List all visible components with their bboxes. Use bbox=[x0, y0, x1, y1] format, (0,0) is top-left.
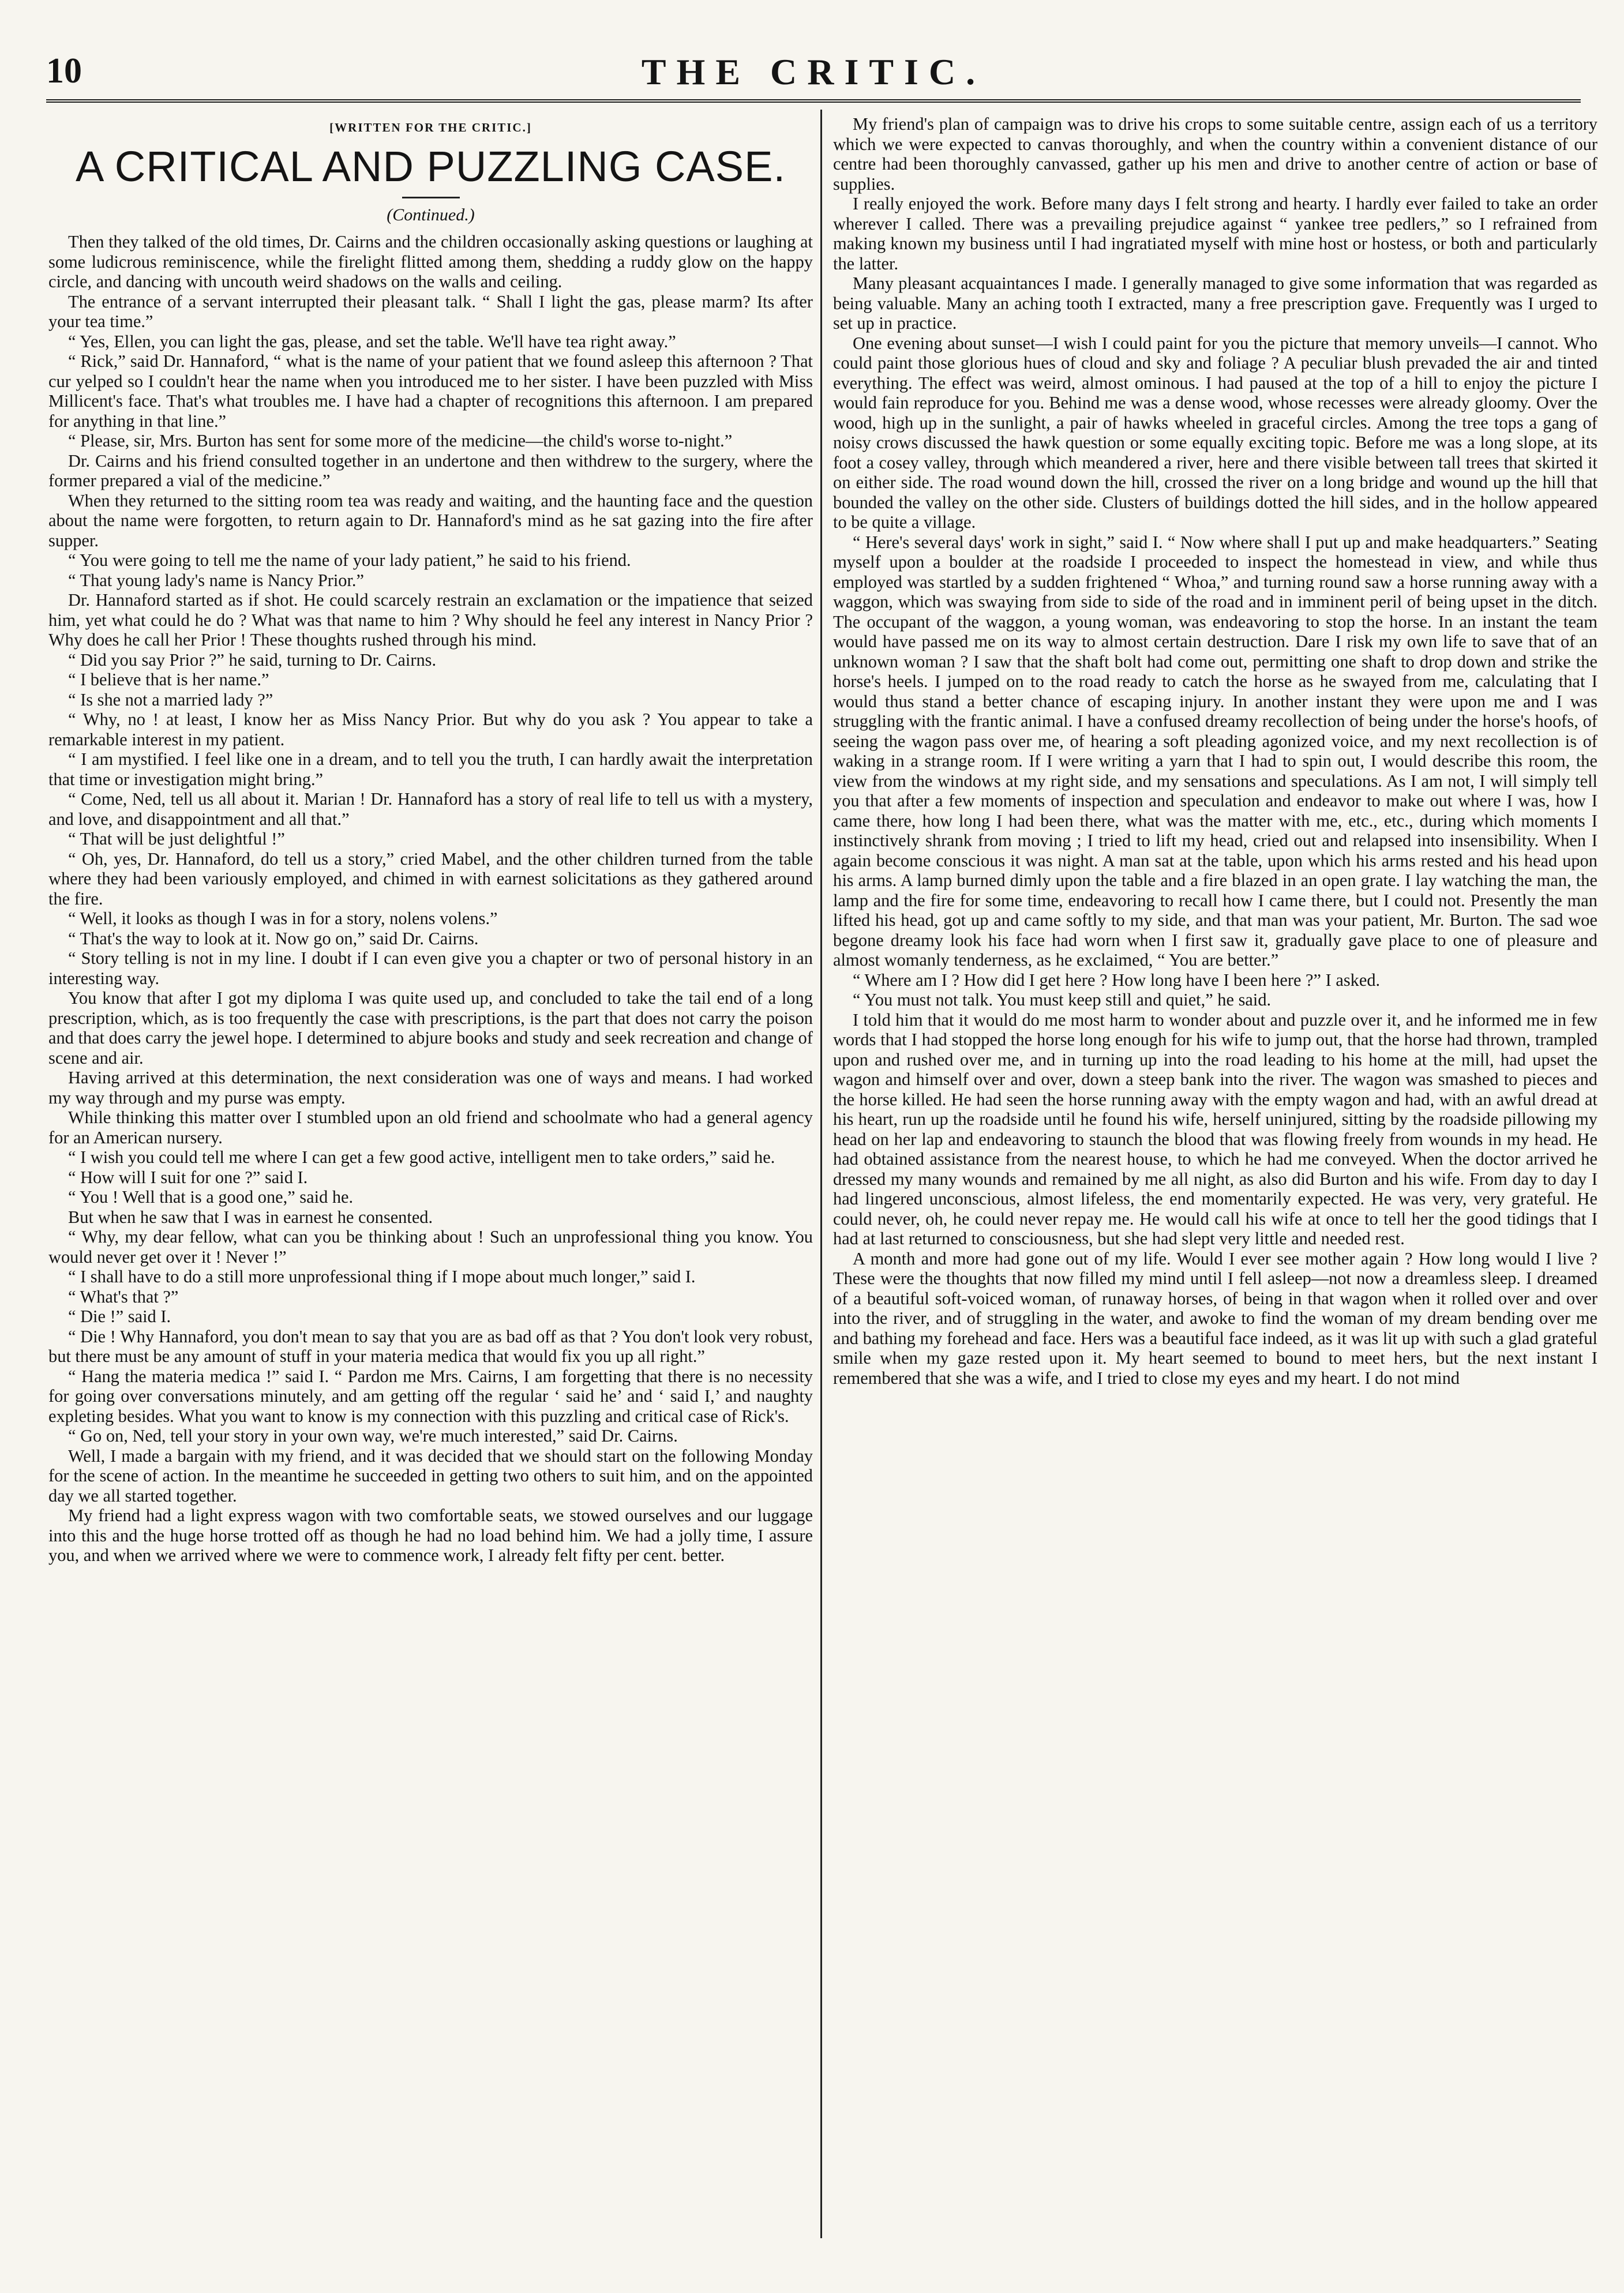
body-paragraph: “ I am mystified. I feel like one in a dream, and to tell you the truth, I can hardly await the interpretation that time or investigation might bring.” bbox=[48, 749, 813, 789]
body-paragraph: “ Die !” said I. bbox=[68, 1307, 171, 1326]
left-column bbox=[48, 114, 813, 1566]
page-header bbox=[46, 51, 1581, 91]
body-paragraph: But when he saw that I was in earnest he consented. bbox=[68, 1207, 433, 1227]
body-paragraph: “ Yes, Ellen, you can light the gas, please, and set the table. We'll have tea right away.” bbox=[68, 331, 676, 351]
body-paragraph: “ I shall have to do a still more unprofessional thing if I mope about much longer,” said I. bbox=[68, 1267, 696, 1286]
body-paragraph: I told him that it would do me most harm to wonder about and puzzle over it, and he informed me in few words that I had stopped the horse long enough for his wife to jump out, that the horse had thrown, trampled upon and rushed over me, and in turning up into the road leading to his home at the mill, had upset the wagon and himself over and over, down a steep bank into the river. The wagon was smashed to pieces and the horse killed. He had seen the horse running away with the empty wagon and had, with an awful dread at his heart, run up the roadside until he found his wife, herself uninjured, sitting by the roadside pillowing my head on her lap and endeavoring to staunch the blood that was flowing freely from wounds in my head. He had obtained assistance from the nearest house, to which he had me conveyed. When the doctor arrived he dressed my many wounds and remained by me all night, as also did Burton and his wife. From day to day I had lingered unconscious, almost lifeless, the end momentarily expected. He was very, very grateful. He could never, oh, he could never repay me. He would call his wife at once to tell her the good tidings that I had at last returned to consciousness, but she had slept very little and needed rest. bbox=[833, 1009, 1597, 1248]
body-paragraph: “ Why, no ! at least, I know her as Miss Nancy Prior. But why do you ask ? You appear to take a remarkable interest in my patient. bbox=[48, 710, 813, 749]
body-paragraph: “ You must not talk. You must keep still and quiet,” he said. bbox=[853, 990, 1272, 1009]
article-kicker: [WRITTEN FOR THE CRITIC.] bbox=[329, 121, 532, 134]
body-paragraph: “ Here's several days' work in sight,” said I. “ Now where shall I put up and make headquarters.” Seating myself upon a boulder at the roadside I proceeded to inspect the homestead in view, and while thus employed was startled by a sudden frightened “ Whoa,” and turning round saw a horse running away with a waggon, which was swaying from side to side of the road and in imminent peril of being upset in the ditch. The occupant of the waggon, a young woman, was endeavoring to stop the horse. In an instant the team would have passed me on its way to almost certain destruction. Dare I risk my own life to save that of an unknown woman ? I saw that the shaft bolt had come out, permitting one shaft to drop down and strike the horse's heels. I jumped on to the road ready to catch the horse as he swayed from me, calculating that I would thus stand a better chance of escaping injury. In another instant they were upon me and I was struggling with the frantic animal. I have a confused dreamy recollection of being under the horse's hoofs, of seeing the wagon pass over me, of hearing a soft pleading agonized voice, and my next recollection is of waking in a strange room. If I were writing a yarn that I had to spin out, I would describe this room, the view from the windows at my right side, and my sensations and speculations. As I am not, I will simply tell you that after a few moments of inspection and speculation and endeavor to make out where I was, how I came there, how long I had been there, what was the matter with me, etc., etc., during which moments I instinctively shrank from moving ; I tried to lift my head, cried out and relapsed into insensibility. When I again become conscious it was night. A man sat at the table, upon which his arms rested and his head upon his arms. A lamp burned dimly upon the table and a fire blazed in an open grate. I lay watching the man, the lamp and the fire for some time, endeavoring to recall how I came there, but I could not. Presently the man lifted his head, got up and came softly to my side, and that man was your patient, Mr. Burton. The sad woe begone dreamy look his face had worn when I first saw it, gradually gave place to one of pleasure and almost womanly tenderness, as he exclaimed, “ You are better.” bbox=[833, 532, 1597, 970]
body-paragraph: “ What's that ?” bbox=[68, 1286, 179, 1307]
body-paragraph: Dr. Hannaford started as if shot. He could scarcely restrain an exclamation or the impatience that seized him, yet what could he do ? What was that name to him ? Why should he feel any interest in Nancy Prior ? Why does he call her Prior ! These thoughts rushed through his mind. bbox=[48, 590, 813, 650]
body-paragraph: “ Please, sir, Mrs. Burton has sent for some more of the medicine—the child's worse to-night.” bbox=[68, 431, 733, 451]
masthead: THE CRITIC. bbox=[641, 51, 986, 92]
body-paragraph: “ I wish you could tell me where I can get a few good active, intelligent men to take orders,” said he. bbox=[68, 1147, 775, 1167]
body-paragraph: You know that after I got my diploma I was quite used up, and concluded to take the tail end of a long prescription, which, as is too frequently the case with prescriptions, is the part that does not carry the poison and that does carry the jewel hope. I determined to abjure books and study and seek recreation and change of scene and air. bbox=[48, 988, 813, 1068]
body-paragraph: “ Why, my dear fellow, what can you be thinking about ! Such an unprofessional thing you know. You would never get over it ! Never !” bbox=[48, 1227, 813, 1267]
body-paragraph: “ How will I suit for one ?” said I. bbox=[68, 1167, 308, 1187]
body-paragraph: “ Hang the materia medica !” said I. “ Pardon me Mrs. Cairns, I am forgetting that there is no necessity for going over conversations minutely, and am getting off the regular ‘ said he’ and ‘ said I,’ and naughty expleting besides. What you want to know is my connection with this puzzling and critical case of Rick's. bbox=[48, 1366, 813, 1426]
body-paragraph: A month and more had gone out of my life. Would I ever see mother again ? How long would I live ? These were the thoughts that now filled my mind until I fell asleep—not now a dreamless sleep. I dreamed of a beautiful soft-voiced woman, of runaway horses, of being in that wagon when it rolled over and over into the river, and of struggling in the water, and awoke to find the woman of my dream bending over me and bathing my forehead and face. Hers was a beautiful face indeed, as it was lit up with such a glad grateful smile when my gaze rested upon it. My heart seemed to bound to meet hers, but the next instant I remembered that she was a wife, and I tried to close my eyes and my heart. I do not mind bbox=[833, 1248, 1597, 1388]
body-paragraph: “ Story telling is not in my line. I doubt if I can even give you a chapter or two of personal history in an interesting way. bbox=[48, 948, 813, 988]
body-paragraph: “ That will be just delightful !” bbox=[68, 829, 285, 849]
body-paragraph: “ Did you say Prior ?” he said, turning to Dr. Cairns. bbox=[68, 650, 437, 670]
body-paragraph: One evening about sunset—I wish I could paint for you the picture that memory unveils—I cannot. Who could paint those glorious hues of cloud and sky and foliage ? A peculiar blush prevaded the air and tinted everything. The effect was weird, almost ominous. I had paused at the top of a hill to enjoy the picture I would fain reproduce for you. Behind me was a dense wood, whose recesses were already gloomy. Over the wood, high up in the sunlight, a pair of hawks wheeled in graceful circles. Among the tree tops a gang of noisy crows discussed the hawk question or some equally exciting topic. Before me was a long slope, at its foot a cosey valley, through which meandered a river, here and there visible between tall trees that skirted it on either side. The road wound down the hill, crossed the river on a long bridge and wound up the hill that bounded the valley on the other side. Clusters of buildings dotted the hill sides, and in the hollow appeared to be quite a village. bbox=[833, 333, 1597, 532]
body-paragraph: Many pleasant acquaintances I made. I generally managed to give some information that was regarded as being valuable. Many an aching tooth I extracted, many a free prescription gave. Frequently was I urged to set up in practice. bbox=[833, 273, 1597, 333]
body-paragraph: When they returned to the sitting room tea was ready and waiting, and the haunting face and the question about the name were forgotten, to return again to Dr. Hannaford's mind as he sat gazing into the fire after supper. bbox=[48, 490, 813, 550]
header-rule bbox=[46, 99, 1581, 103]
article-title: A CRITICAL AND PUZZLING CASE. bbox=[75, 142, 786, 190]
body-paragraph: My friend had a light express wagon with two comfortable seats, we stowed ourselves and our luggage into this and the huge horse trotted off as though he had no load behind him. We had a jolly time, I assure you, and when we arrived where we were to commence work, I already felt fifty per cent. better. bbox=[48, 1506, 813, 1565]
body-paragraph: “ You were going to tell me the name of your lady patient,” he said to his friend. bbox=[68, 550, 631, 570]
body-paragraph: Dr. Cairns and his friend consulted together in an undertone and then withdrew to the surgery, where the former prepared a vial of the medicine.” bbox=[48, 451, 813, 490]
body-paragraph: “ That young lady's name is Nancy Prior.” bbox=[68, 570, 365, 590]
continued-note: (Continued.) bbox=[387, 205, 475, 224]
body-paragraph: While thinking this matter over I stumbled upon an old friend and schoolmate who had a general agency for an American nursery. bbox=[48, 1108, 813, 1147]
body-paragraph: “ Where am I ? How did I get here ? How long have I been here ?” I asked. bbox=[853, 970, 1381, 990]
right-column bbox=[833, 114, 1597, 1388]
body-paragraph: “ Die ! Why Hannaford, you don't mean to say that you are as bad off as that ? You don't look very robust, but there must be any amount of stuff in your materia medica that would fix you up all right.” bbox=[48, 1326, 813, 1366]
body-paragraph: “ Well, it looks as though I was in for a story, nolens volens.” bbox=[68, 909, 498, 928]
column-divider bbox=[820, 110, 822, 2238]
body-paragraph: I really enjoyed the work. Before many days I felt strong and hearty. I hardly ever failed to take an order wherever I called. There was a prevailing prejudice against “ yankee tree pedlers,” so I refrained from making known my business until I had ingratiated myself with mine host or hostess, or both and particularly the latter. bbox=[833, 194, 1597, 273]
body-paragraph: “ Go on, Ned, tell your story in your own way, we're much interested,” said Dr. Cairns. bbox=[68, 1426, 678, 1446]
body-paragraph: The entrance of a servant interrupted their pleasant talk. “ Shall I light the gas, please marm? Its after your tea time.” bbox=[48, 291, 813, 331]
title-rule bbox=[402, 197, 460, 198]
page-number: 10 bbox=[46, 51, 82, 91]
body-paragraph: “ That's the way to look at it. Now go on,” said Dr. Cairns. bbox=[68, 928, 479, 948]
body-paragraph: “ Rick,” said Dr. Hannaford, “ what is the name of your patient that we found asleep this afternoon ? That cur yelped so I couldn't hear the name when you introduced me to her sister. I have been puzzled with Miss Millicent's face. That's what troubles me. I have had a chapter of recognitions this afternoon. I am prepared for anything in that line.” bbox=[48, 351, 813, 431]
body-paragraph: Then they talked of the old times, Dr. Cairns and the children occasionally asking questions or laughing at some ludicrous reminiscence, while the firelight flitted among them, shedding a ruddy glow on the happy circle, and dancing with uncouth weird shadows on the walls and ceiling. bbox=[48, 232, 813, 291]
body-paragraph: “ Oh, yes, Dr. Hannaford, do tell us a story,” cried Mabel, and the other children turned from the table where they had been variously employed, and chimed in with earnest solicitations as they gathered around the fire. bbox=[48, 849, 813, 909]
body-paragraph: “ Is she not a married lady ?” bbox=[68, 689, 273, 710]
body-paragraph: “ I believe that is her name.” bbox=[68, 670, 269, 689]
body-paragraph: “ Come, Ned, tell us all about it. Marian ! Dr. Hannaford has a story of real life to tell us with a mystery, and love, and disappointment and all that.” bbox=[48, 789, 813, 829]
body-paragraph: My friend's plan of campaign was to drive his crops to some suitable centre, assign each of us a territory which we were expected to canvas thoroughly, and when the country within a convenient distance of our centre had been thoroughly canvassed, gather up his men and drive to another centre of action or base of supplies. bbox=[833, 114, 1597, 194]
body-paragraph: “ You ! Well that is a good one,” said he. bbox=[68, 1187, 354, 1207]
body-paragraph: Having arrived at this determination, the next consideration was one of ways and means. I had worked my way through and my purse was empty. bbox=[48, 1068, 813, 1108]
body-paragraph: Well, I made a bargain with my friend, and it was decided that we should start on the following Monday for the scene of action. In the meantime he succeeded in getting two others to suit him, and on the appointed day we all started together. bbox=[48, 1446, 813, 1506]
